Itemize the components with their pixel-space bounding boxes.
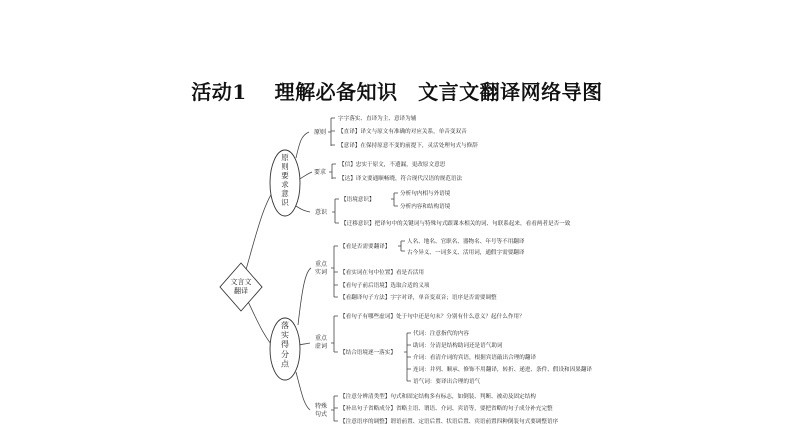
leaf-text: 【看句子有哪些虚词】处于句中还是句末？分别有什么意义？起什么作用？ xyxy=(340,314,525,320)
node-label-yaoqiu: 要求 xyxy=(314,169,327,176)
leaf-text: 人名、地名、官职名、器物名、年号等不用翻译 xyxy=(407,239,525,245)
node-label-shici: 重点实词 xyxy=(314,261,328,276)
bracket xyxy=(331,396,338,421)
leaf-text: 语气词：要译出合理的语气 xyxy=(413,379,481,385)
bracket xyxy=(331,316,338,352)
leaf-text: 【注意语序的调整】谓语前置、定语后置、状语后置、宾语前置四种倒装句式要调整语序 xyxy=(340,419,559,425)
connector xyxy=(296,206,310,212)
node-label-teshu: 特殊句式 xyxy=(314,403,328,418)
connector xyxy=(296,132,309,158)
branch-label-scoring: 落实得分点 xyxy=(281,321,289,369)
leaf-text: 【达】译文要通顺畅晓，符合现代汉语的规范语法 xyxy=(339,176,463,182)
node-label-yishi: 意识 xyxy=(315,209,328,216)
leaf-text: 【迁移意识】把译句中的关键词与特殊句式跟课本相关的词、句联系起来，看看两者是否一致 xyxy=(341,221,571,227)
leaf-text: 【直译】译文与原文有准确的对应关系，单音变双音 xyxy=(338,129,467,135)
leaf-text: 【意译】在保持原意不变的前提下，灵活处理句式与修辞 xyxy=(338,143,478,149)
bracket xyxy=(331,246,338,297)
branch-label-principles: 原则要求意识 xyxy=(281,153,289,207)
bracket xyxy=(404,333,411,381)
leaf-text: 古今异义、一词多义、活用词，通假字需要翻译 xyxy=(407,250,525,256)
leaf-text: 【看是否需要翻译】 xyxy=(340,244,391,250)
leaf-text: 【看翻译句子方法】字字对译，单音变双音；语序是否需要调整 xyxy=(340,295,497,301)
connector xyxy=(296,372,310,410)
leaf-text: 【结合语境逐一落实】 xyxy=(340,350,396,356)
leaf-text: 【语境意识】 xyxy=(341,197,375,203)
node-label-xuci: 重点虚词 xyxy=(314,335,328,350)
bracket xyxy=(398,241,405,251)
leaf-text: 【看句子前后语境】选取合适的义项 xyxy=(340,283,430,289)
leaf-text: 助词：分清是结构助词还是语气助词 xyxy=(413,343,503,349)
bracket xyxy=(332,199,339,223)
bracket xyxy=(328,118,335,146)
leaf-text: 【补出句子省略成分】省略主语、谓语、介词、宾语等，要把省略的句子成分补充完整 xyxy=(340,406,553,412)
leaf-text: 【信】忠实于原文，不遗漏，更改原文意思 xyxy=(339,162,446,168)
leaf-text: 【看实词在句中位置】看是否活用 xyxy=(340,270,424,276)
bracket xyxy=(391,193,398,206)
root-label: 文言文翻译 xyxy=(230,278,252,296)
leaf-text: 连词：并列、顺承、修饰不用翻译，转折、递进、条件、假设和因果翻译 xyxy=(413,367,593,373)
page-title: 活动1 理解必备知识 文言文翻译网络导图 xyxy=(191,80,603,104)
leaf-text: 介词：看清介词的宾语，根据宾语敲出合理的翻译 xyxy=(413,355,537,361)
leaf-text: 【注意分辨清类型】句式和固定结构多有标志，如倒装、判断、被动及固定结构 xyxy=(340,394,536,400)
connector xyxy=(298,268,311,325)
leaf-text: 字字落实、直译为主、意译为辅 xyxy=(338,116,417,122)
node-label-yuanze: 原则 xyxy=(314,129,327,136)
leaf-text: 分析句内相与外语境 xyxy=(400,191,451,197)
leaf-text: 分析内容和结构语境 xyxy=(400,204,451,210)
leaf-text: 代词：注意指代的内容 xyxy=(413,331,469,337)
bracket xyxy=(329,164,336,179)
